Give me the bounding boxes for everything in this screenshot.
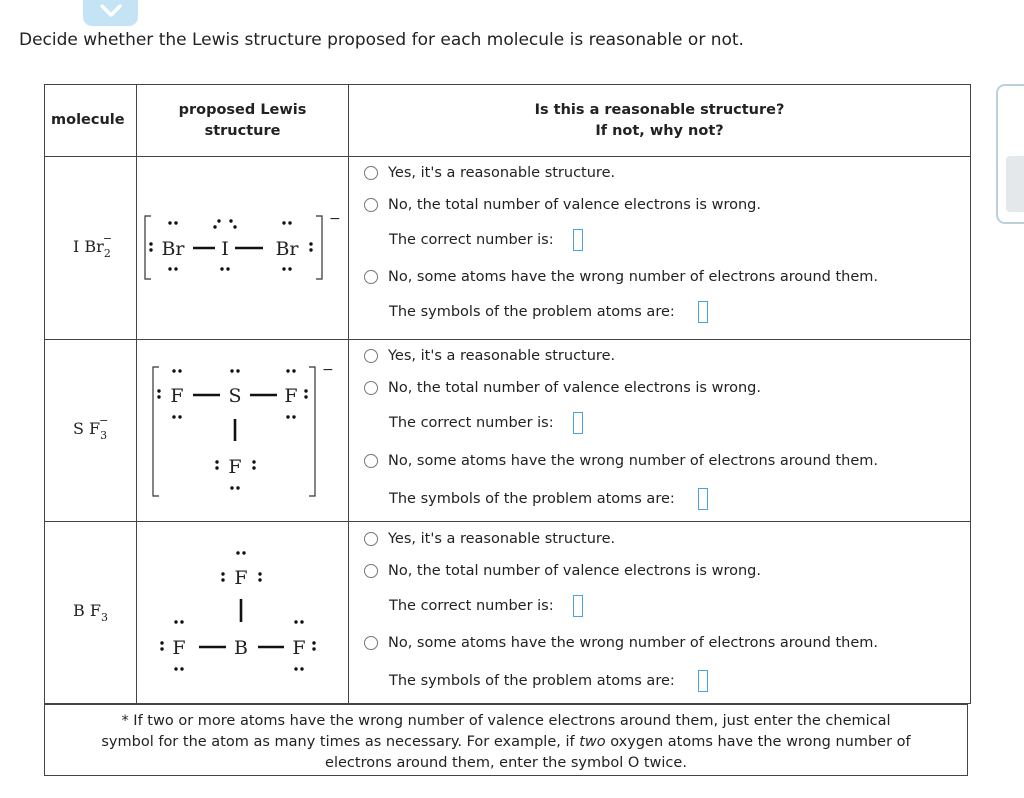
option-reasonable[interactable]	[364, 165, 615, 181]
molecule-formula	[45, 157, 137, 340]
formula-main: B F	[73, 601, 101, 620]
option-label: Yes, it's a reasonable structure.	[388, 531, 616, 547]
formula-subscript: 3	[100, 611, 108, 624]
ion-charge: −	[329, 211, 341, 227]
radio-button[interactable]	[364, 166, 378, 180]
side-toolbar[interactable]	[996, 84, 1024, 224]
correct-number-input[interactable]	[573, 229, 583, 251]
formula-charge: −	[102, 231, 113, 245]
problem-atoms-input[interactable]	[698, 670, 708, 692]
lewis-diagram-ibr2	[137, 157, 349, 339]
option-reasonable[interactable]	[364, 531, 615, 547]
correct-number-line	[389, 595, 583, 617]
option-label: No, some atoms have the wrong number of electrons around them.	[388, 269, 879, 285]
option-atoms-wrong[interactable]	[364, 635, 878, 651]
lewis-structure	[137, 522, 349, 704]
correct-number-label: The correct number is:	[389, 415, 554, 431]
problem-atoms-label: The symbols of the problem atoms are:	[389, 304, 675, 320]
radio-button[interactable]	[364, 349, 378, 363]
formula-main: S F	[73, 419, 101, 438]
radio-button[interactable]	[364, 454, 378, 468]
problem-atoms-label: The symbols of the problem atoms are:	[389, 491, 675, 507]
chevron-down-icon	[99, 4, 123, 18]
formula-main: I Br	[73, 236, 104, 256]
lewis-structure-table	[44, 84, 971, 704]
header-lewis-line1: proposed Lewis	[178, 101, 307, 118]
table-row	[45, 340, 971, 522]
formula-subscript: 2	[103, 246, 111, 260]
side-toolbar-button[interactable]	[1006, 156, 1024, 212]
atom-label: F	[172, 637, 186, 659]
option-label: No, the total number of valence electrons is wrong.	[388, 380, 761, 396]
correct-number-line	[389, 229, 583, 251]
option-label: No, the total number of valence electrons is wrong.	[388, 563, 761, 579]
correct-number-label: The correct number is:	[389, 598, 554, 614]
atom-label: F	[292, 637, 306, 659]
footnote-line2a: symbol for the atom as many times as necessary. For example, if	[101, 734, 580, 750]
problem-atoms-line	[389, 301, 708, 323]
footnote	[44, 704, 968, 776]
answer-options	[349, 157, 971, 340]
table-row	[45, 157, 971, 340]
radio-button[interactable]	[364, 564, 378, 578]
instruction-text: Decide whether the Lewis structure proposed for each molecule is reasonable or not.	[19, 30, 744, 50]
option-atoms-wrong[interactable]	[364, 453, 878, 469]
radio-button[interactable]	[364, 532, 378, 546]
problem-atoms-input[interactable]	[698, 488, 708, 510]
atom-label: Br	[275, 238, 299, 260]
formula-charge: −	[99, 414, 109, 427]
collapse-button[interactable]	[83, 0, 138, 26]
lewis-structure	[137, 157, 349, 340]
option-label: No, some atoms have the wrong number of electrons around them.	[388, 453, 879, 469]
footnote-line2b: oxygen atoms have the wrong number of	[605, 734, 911, 750]
header-row	[45, 85, 971, 157]
option-label: Yes, it's a reasonable structure.	[388, 348, 616, 364]
radio-button[interactable]	[364, 381, 378, 395]
radio-button[interactable]	[364, 270, 378, 284]
atom-label: F	[234, 567, 248, 589]
atom-label: F	[284, 385, 298, 407]
lewis-structure	[137, 340, 349, 522]
atom-label: S	[228, 385, 242, 407]
footnote-emphasis: two	[579, 734, 606, 750]
correct-number-input[interactable]	[573, 595, 583, 617]
molecule-formula	[45, 340, 137, 522]
correct-number-label: The correct number is:	[389, 232, 554, 248]
lewis-diagram-bf3	[137, 522, 349, 703]
option-valence-wrong[interactable]	[364, 197, 761, 213]
header-question	[349, 85, 971, 157]
footnote-line3: electrons around them, enter the symbol O twice.	[325, 755, 687, 771]
problem-atoms-input[interactable]	[698, 301, 708, 323]
footnote-line1: * If two or more atoms have the wrong number of valence electrons around them, just enter the chemical	[121, 713, 891, 729]
atom-label: I	[221, 238, 229, 260]
header-lewis-line2: structure	[204, 122, 281, 139]
atom-label: Br	[161, 238, 185, 260]
option-label: No, the total number of valence electrons is wrong.	[388, 197, 761, 213]
radio-button[interactable]	[364, 198, 378, 212]
answer-options	[349, 340, 971, 522]
option-valence-wrong[interactable]	[364, 563, 761, 579]
lewis-diagram-sf3	[137, 340, 349, 521]
header-question-line2: If not, why not?	[595, 122, 724, 139]
header-molecule: molecule	[45, 85, 137, 157]
atom-label: F	[170, 385, 184, 407]
atom-label: F	[228, 456, 242, 478]
header-question-line1: Is this a reasonable structure?	[534, 101, 785, 118]
option-atoms-wrong[interactable]	[364, 269, 878, 285]
atom-label: B	[234, 637, 248, 659]
option-label: Yes, it's a reasonable structure.	[388, 165, 616, 181]
option-label: No, some atoms have the wrong number of electrons around them.	[388, 635, 879, 651]
ion-charge: −	[322, 362, 334, 378]
formula-subscript: 3	[100, 429, 108, 442]
problem-atoms-line	[389, 670, 708, 692]
radio-button[interactable]	[364, 636, 378, 650]
option-reasonable[interactable]	[364, 348, 615, 364]
option-valence-wrong[interactable]	[364, 380, 761, 396]
correct-number-input[interactable]	[573, 412, 583, 434]
molecule-formula	[45, 522, 137, 704]
problem-atoms-line	[389, 488, 708, 510]
table-row	[45, 522, 971, 704]
problem-atoms-label: The symbols of the problem atoms are:	[389, 673, 675, 689]
correct-number-line	[389, 412, 583, 434]
header-lewis	[137, 85, 349, 157]
answer-options	[349, 522, 971, 704]
